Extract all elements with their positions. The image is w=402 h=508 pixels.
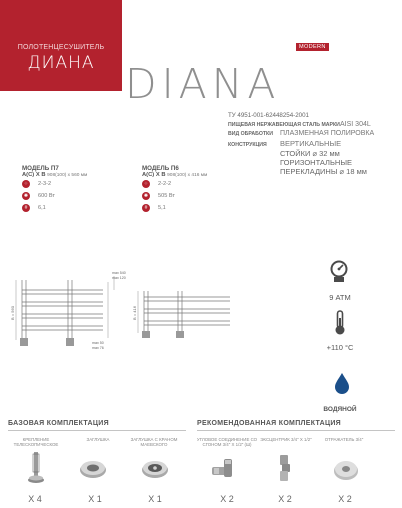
part-qty: Х 2 (220, 494, 234, 504)
dim-label: max 76 (92, 346, 104, 350)
spec-tu: ТУ 4951-001-62448254-2001 (228, 112, 309, 119)
telescopic-mount-image (26, 452, 46, 486)
sun-icon: ✺ (23, 193, 29, 199)
spec-row (228, 121, 371, 129)
dim-label: А(С) Х В (142, 172, 166, 178)
config-value: 2-2-2 (158, 181, 172, 187)
part-label: УГЛОВОЕ СОЕДИНЕНИЕ СО СГОНОМ 3/4" Х 1/2" (Ш) (196, 437, 258, 447)
part-qty: Х 1 (88, 494, 102, 504)
sun-icon: ✺ (143, 193, 149, 199)
reflector-image (332, 458, 360, 482)
model-config (142, 178, 252, 190)
part-label: ЭКСЦЕНТРИК 3/4" Х 1/2" (260, 437, 312, 442)
pressure-gauge-icon (329, 260, 349, 284)
dim-value: 908(100) х 416 мм (167, 173, 208, 178)
spec-value: ПЛАЗМЕННАЯ ПОЛИРОВКА (280, 130, 375, 137)
grid-icon: # (22, 204, 30, 212)
basic-kit-title: БАЗОВАЯ КОМПЛЕКТАЦИЯ (8, 420, 109, 427)
pressure-label: 9 АТМ (329, 293, 351, 302)
spec-key: КОНСТРУКЦИЯ (228, 142, 267, 148)
model-card (22, 165, 127, 214)
model-volume (22, 202, 127, 214)
part-label: ОТРАЖАТЕЛЬ 3/4" (324, 437, 364, 442)
angle-connector-image (210, 457, 240, 483)
heating-type-label: ВОДЯНОЙ (323, 406, 357, 413)
model-power (22, 190, 127, 202)
power-value: 505 Вт (158, 193, 175, 199)
spec-construction-line: ПЕРЕКЛАДИНЫ ⌀ 18 мм (280, 167, 367, 176)
thermometer-icon (333, 310, 347, 336)
volume-value: 5,1 (158, 205, 166, 211)
dim-label: B = 416 (132, 306, 137, 320)
dim-label: max 540 (112, 271, 126, 275)
maevsky-cap-image (140, 458, 170, 480)
config-icon: ⁘ (143, 181, 149, 187)
header-title: ДИАНА (27, 53, 95, 73)
water-drop-icon (334, 372, 350, 394)
spec-row (228, 130, 374, 138)
model-title: МОДЕЛЬ П7 (22, 165, 59, 172)
volume-value: 6,1 (38, 205, 46, 211)
model-config (22, 178, 127, 190)
model-power (142, 190, 252, 202)
spec-key: ПИЩЕВАЯ НЕРЖАВЕЮЩАЯ СТАЛЬ МАРКИ (228, 122, 340, 128)
header-subtitle: ПОЛОТЕНЦЕСУШИТЕЛЬ (17, 44, 105, 51)
model-title: МОДЕЛЬ П6 (142, 165, 179, 172)
config-value: 2-3-2 (38, 181, 52, 187)
dim-label: max 120 (112, 276, 126, 280)
temperature-label: +110 °С (326, 343, 354, 352)
power-value: 600 Вт (38, 193, 55, 199)
dim-label: А(С) Х В (22, 172, 46, 178)
modern-badge: MODERN (296, 43, 329, 51)
grid-icon: # (142, 204, 150, 212)
drawing-model-p7 (8, 268, 130, 350)
product-title: DIANA (125, 60, 281, 108)
dim-label: B = 560 (10, 306, 15, 320)
part-label: ЗАГЛУШКА С КРАНОМ МАЕВСКОГО (130, 437, 178, 447)
part-qty: Х 2 (278, 494, 292, 504)
spec-construction-line: ГОРИЗОНТАЛЬНЫЕ (280, 158, 352, 167)
eccentric-image (274, 455, 296, 483)
part-qty: Х 2 (338, 494, 352, 504)
spec-key: ВИД ОБРАБОТКИ (228, 131, 273, 137)
spec-value: ВЕРТИКАЛЬНЫЕ (280, 139, 342, 148)
divider (8, 430, 186, 431)
config-icon: ⁘ (23, 181, 29, 187)
model-volume (142, 202, 252, 214)
part-qty: Х 4 (28, 494, 42, 504)
spec-value: AISI 304L (340, 121, 371, 128)
dim-value: 908(100) х 560 мм (47, 173, 88, 178)
model-card (142, 165, 252, 214)
divider (197, 430, 395, 431)
dim-label: max 50 (92, 341, 104, 345)
part-qty: Х 1 (148, 494, 162, 504)
part-label: ЗАГЛУШКА (86, 437, 110, 442)
end-cap-image (78, 458, 108, 480)
drawing-model-p6 (130, 285, 240, 347)
recommended-kit-title: РЕКОМЕНДОВАННАЯ КОМПЛЕКТАЦИЯ (197, 420, 342, 427)
part-label: КРЕПЛЕНИЕ ТЕЛЕСКОПИЧЕСКОЕ (13, 437, 59, 447)
spec-construction-line: СТОЙКИ ⌀ 32 мм (280, 149, 340, 158)
